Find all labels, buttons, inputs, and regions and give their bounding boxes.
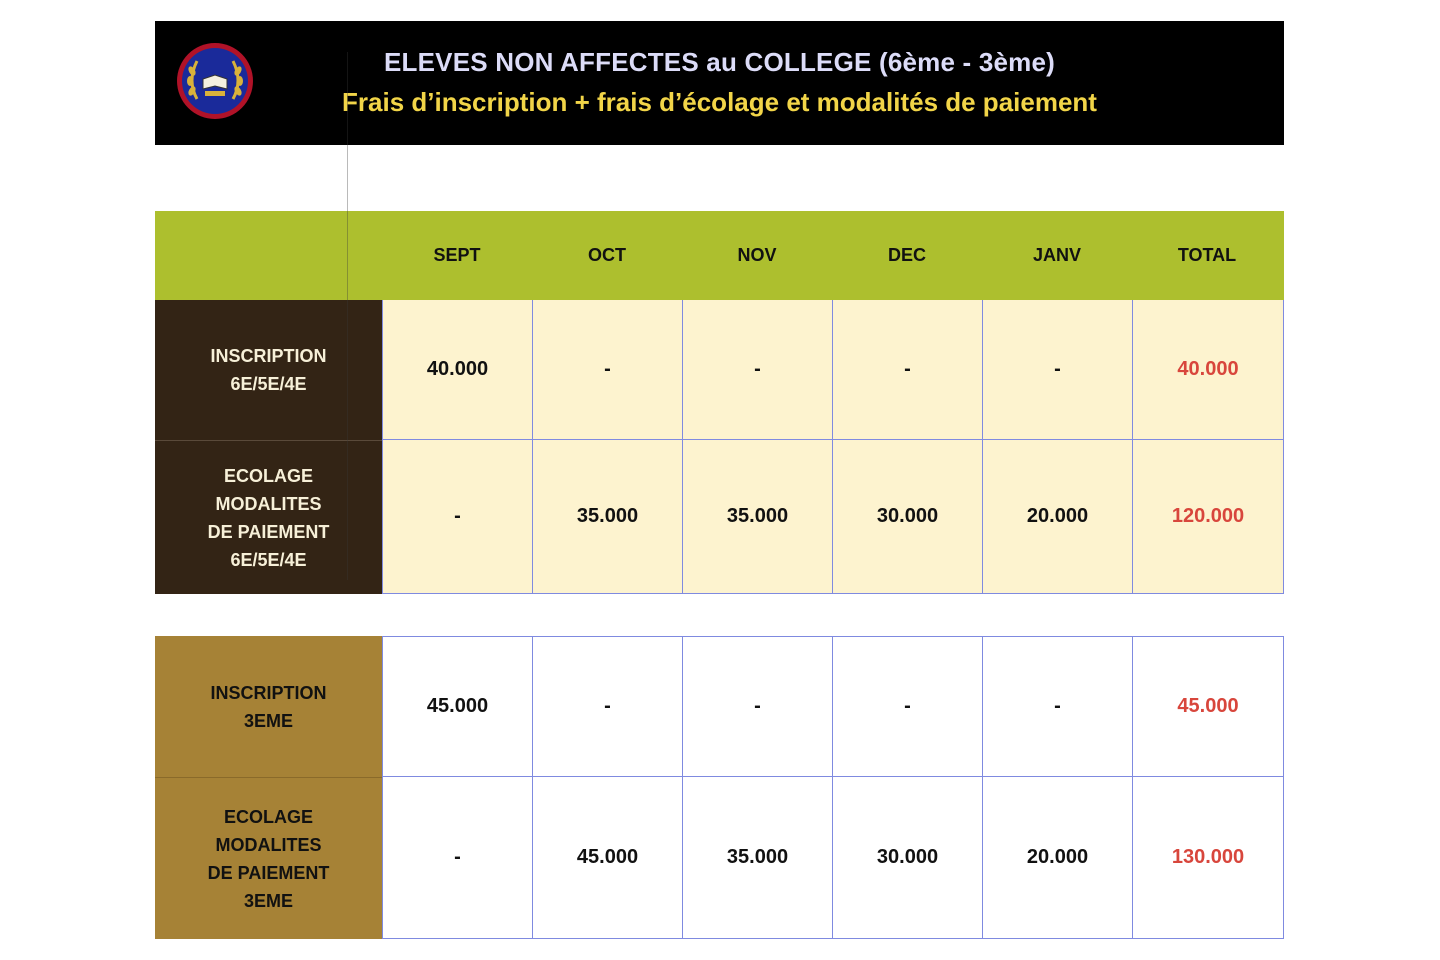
table-row [155, 777, 1284, 939]
fee-cell: - [682, 636, 832, 777]
header-banner [155, 21, 1284, 145]
fee-cell: 20.000 [982, 777, 1132, 939]
fee-cell: 35.000 [532, 440, 682, 594]
fee-cell: - [832, 300, 982, 440]
page-title: ELEVES NON AFFECTES au COLLEGE (6ème - 3ème) [384, 47, 1055, 77]
fee-cell: 35.000 [682, 440, 832, 594]
fee-cell: 45.000 [382, 636, 532, 777]
fee-cell: - [382, 440, 532, 594]
total-cell: 45.000 [1132, 636, 1284, 777]
fee-cell: - [982, 300, 1132, 440]
row-label-text: INSCRIPTION 6E/5E/4E [210, 346, 327, 394]
column-header: SEPT [433, 245, 481, 265]
table-header-row [155, 211, 1284, 300]
total-cell: 130.000 [1132, 777, 1284, 939]
row-label-text: ECOLAGE MODALITES DE PAIEMENT 3EME [207, 806, 330, 911]
divider-line [347, 52, 348, 580]
fee-cell: 30.000 [832, 777, 982, 939]
row-label-text: INSCRIPTION 3EME [210, 682, 327, 731]
fees-table-3eme [155, 636, 1284, 939]
fee-cell: 40.000 [382, 300, 532, 440]
fee-cell: 35.000 [682, 777, 832, 939]
fee-cell: 20.000 [982, 440, 1132, 594]
fee-cell: - [682, 300, 832, 440]
total-cell: 40.000 [1132, 300, 1284, 440]
fee-cell: - [982, 636, 1132, 777]
fee-cell: - [832, 636, 982, 777]
total-cell: 120.000 [1132, 440, 1284, 594]
row-label-text: ECOLAGE MODALITES DE PAIEMENT 6E/5E/4E [207, 465, 330, 570]
row-label [155, 777, 382, 939]
fee-cell: 45.000 [532, 777, 682, 939]
fee-cell: - [532, 636, 682, 777]
row-label [155, 636, 382, 777]
fees-table-6e-5e-4e [155, 300, 1284, 594]
column-header: NOV [737, 245, 777, 265]
column-header: OCT [588, 245, 626, 265]
fee-cell: - [532, 300, 682, 440]
column-header: JANV [1032, 245, 1081, 265]
column-header: DEC [887, 245, 926, 265]
table-row [155, 300, 1284, 440]
fee-cell: 30.000 [832, 440, 982, 594]
table-row [155, 440, 1284, 594]
page-subtitle: Frais d’inscription + frais d’écolage et modalités de paiement [342, 87, 1097, 117]
column-header: TOTAL [1177, 245, 1237, 265]
fee-cell: - [382, 777, 532, 939]
table-row [155, 636, 1284, 777]
